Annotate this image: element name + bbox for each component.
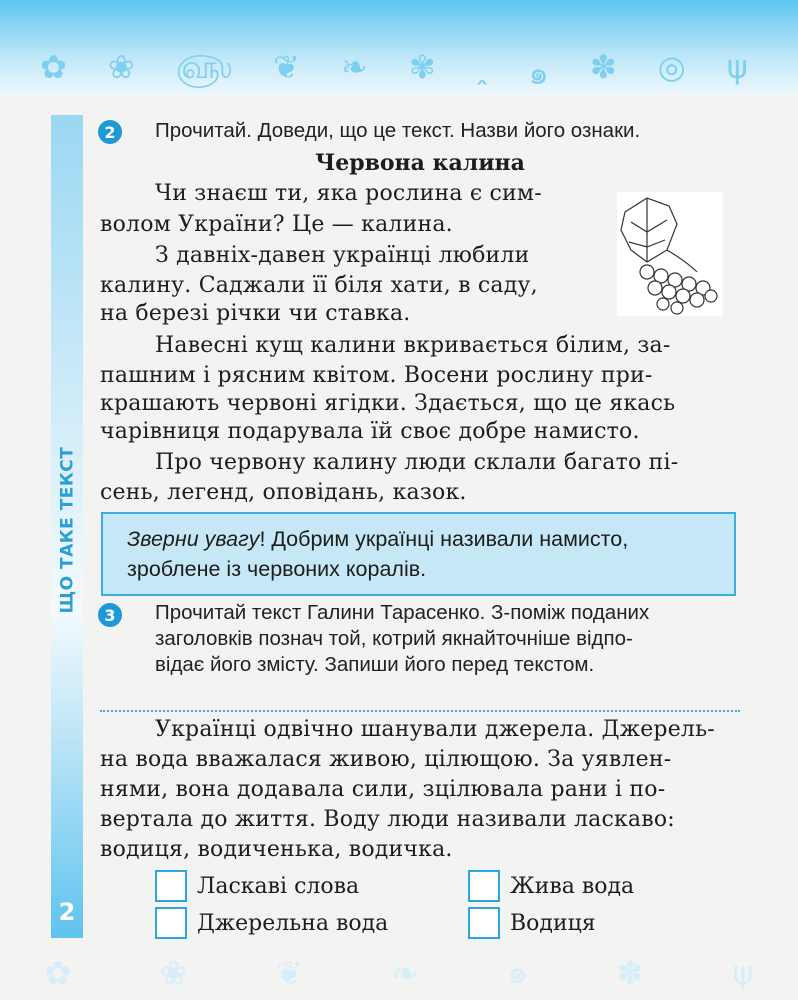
flower-icon: ❀ <box>107 48 135 86</box>
text-line: Українці одвічно шанували джерела. Джерель- <box>155 717 715 742</box>
text-line: вертала до життя. Воду люди називали лаcкаво: <box>100 807 675 832</box>
task-number-3: 3 <box>98 603 122 627</box>
flower-icon: ✽ <box>616 953 644 992</box>
swirl-icon: ๑ <box>528 54 549 92</box>
text-line: калину. Саджали її біля хати, в саду, <box>100 273 538 298</box>
note-text: ! Добрим українці називали намисто, <box>259 527 629 551</box>
page-header-banner <box>0 0 798 95</box>
snail-icon: ௵ <box>175 48 233 86</box>
swirl-icon: ๑ <box>507 953 528 991</box>
option-vodytsia[interactable] <box>468 907 596 939</box>
circle-icon: ◎ <box>657 48 686 86</box>
option-label: Водиця <box>510 910 596 936</box>
bird-icon: ❧ <box>391 953 419 992</box>
option-label: Джерельна вода <box>197 910 389 936</box>
text-line: на березі річки чи ставка. <box>100 301 411 326</box>
attention-note <box>101 512 736 596</box>
viburnum-illustration <box>617 192 723 316</box>
note-line-2: зроблене із червоних коралів. <box>127 557 427 581</box>
note-line-1 <box>127 524 710 554</box>
option-label: Жива вода <box>510 873 635 899</box>
text-line: пашним і рясним квітом. Восени рослину при- <box>100 363 653 388</box>
grass-icon: ψ <box>732 953 754 992</box>
flower-icon: ✽ <box>589 48 617 86</box>
leaf-icon: ❦ <box>273 48 300 86</box>
text-line: водиця, водиченька, водичка. <box>100 837 453 862</box>
bird-icon: ❧ <box>341 48 368 86</box>
sidebar-title-text: ЩО ТАКЕ ТЕКСТ <box>57 446 78 614</box>
text-line: волом України? Це — калина. <box>100 212 453 237</box>
task3-instruction-line: відає його змісту. Запиши його перед текстом. <box>155 653 595 676</box>
decor-row <box>40 48 748 99</box>
option-laskavi-slova[interactable] <box>155 870 359 902</box>
task3-instruction-line: заголовків познач той, котрий якнайточніше відпо- <box>155 627 633 650</box>
text-line: Навесні кущ калини вкривається білим, за- <box>155 333 671 358</box>
title-write-line[interactable] <box>100 710 740 712</box>
text-line: нями, вона додавала сили, зцілювала рани і по- <box>100 777 666 802</box>
checkbox[interactable] <box>468 870 500 902</box>
grass-icon: ψ <box>726 48 748 86</box>
text-title: Червона калина <box>315 150 525 176</box>
grass-icon: ꞈ <box>476 48 488 86</box>
text-line: на вода вважалася живою, цілющою. За уявлен- <box>100 747 672 772</box>
text-line: З давніх-давен українці любили <box>155 243 530 268</box>
flower-icon: ✿ <box>40 48 67 86</box>
sidebar-title <box>51 440 83 620</box>
note-emphasis: Зверни увагу <box>127 527 260 551</box>
checkbox[interactable] <box>468 907 500 939</box>
option-zhyva-voda[interactable] <box>468 870 634 902</box>
task3-instruction-line: Прочитай текст Галини Тарасенко. З-поміж поданих <box>155 601 650 624</box>
flower-icon: ❀ <box>160 953 187 992</box>
task-number-2: 2 <box>98 120 122 144</box>
text-line: чарівниця подарувала їй своє добре намисто. <box>100 419 640 444</box>
text-line: Про червону калину люди склали багато пі- <box>155 450 679 475</box>
checkbox[interactable] <box>155 907 187 939</box>
plant-icon: ✾ <box>408 48 436 86</box>
option-label: Ласкаві слова <box>197 873 360 899</box>
task2-instruction: Прочитай. Доведи, що це текст. Назви його ознаки. <box>155 119 641 142</box>
text-line: сень, легенд, оповідань, казок. <box>100 480 467 505</box>
page-number: 2 <box>58 898 76 926</box>
text-line: Чи знаєш ти, яка рослина є сим- <box>155 181 542 206</box>
option-dzherelna-voda[interactable] <box>155 907 388 939</box>
flower-icon: ✿ <box>44 953 72 992</box>
text-line: крашають червоні ягідки. Здається, що це якась <box>100 391 676 416</box>
page-footer-decor <box>0 945 798 1000</box>
checkbox[interactable] <box>155 870 187 902</box>
leaf-icon: ❦ <box>275 953 303 992</box>
